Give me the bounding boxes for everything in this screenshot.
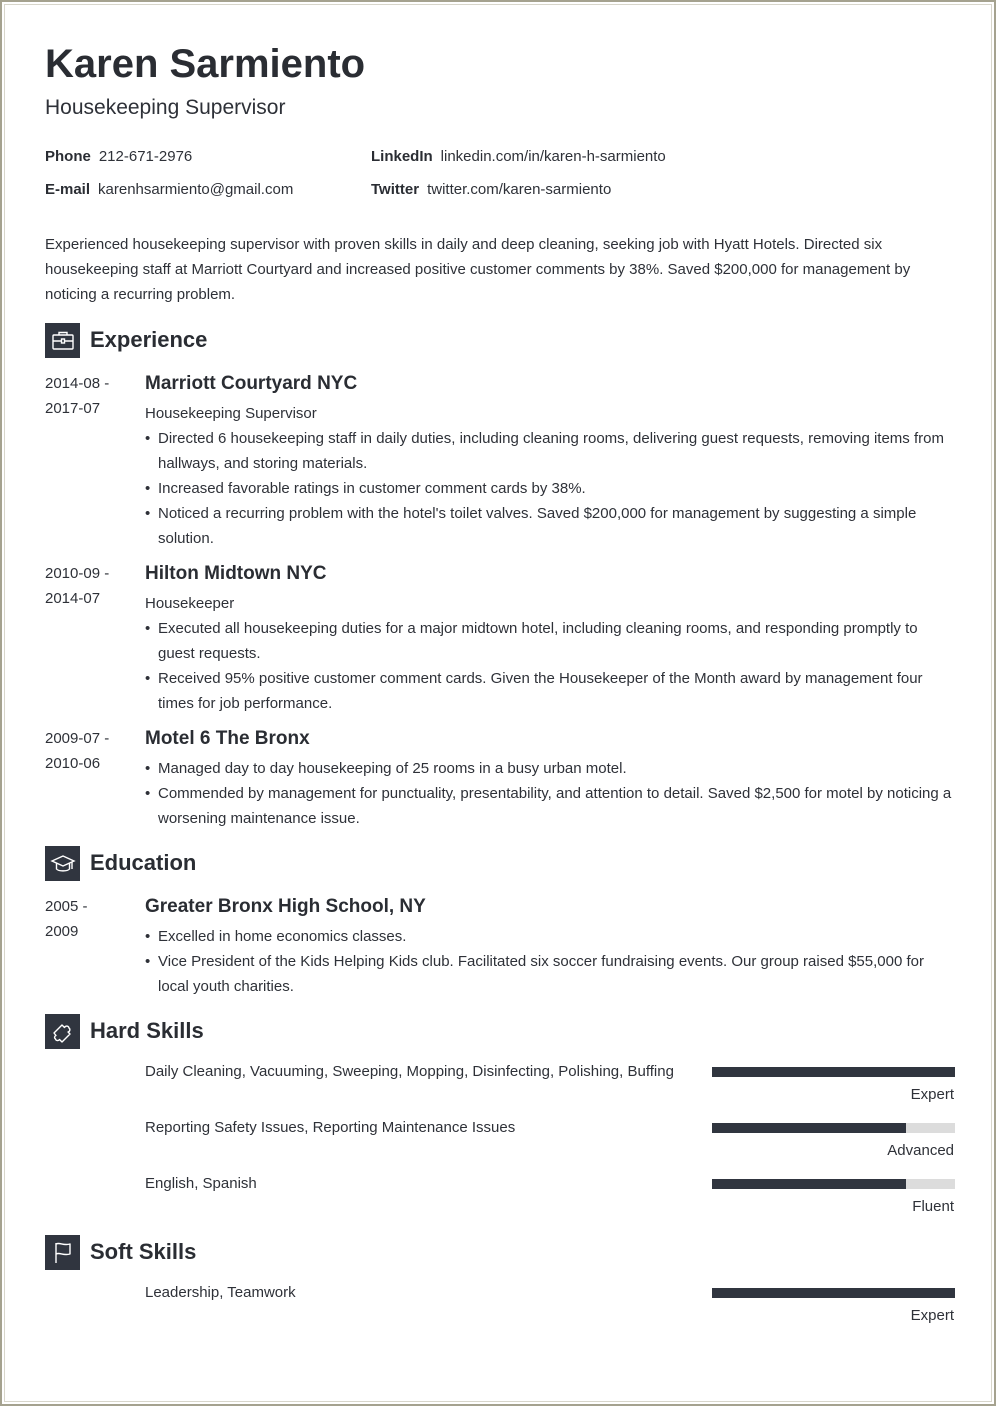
skill-level-bar	[712, 1067, 955, 1077]
bullet-list	[145, 756, 955, 831]
contact-phone	[45, 148, 192, 165]
skill-level-label: Fluent	[912, 1198, 954, 1215]
date-start: 2009-07 -	[45, 730, 110, 747]
date-end: 2010-06	[45, 755, 101, 772]
skill-name: Leadership, Teamwork	[145, 1284, 296, 1301]
bullet-list	[145, 616, 955, 716]
contact-linkedin	[371, 148, 666, 165]
list-item: • Increased favorable ratings in customer comment cards by 38%.	[145, 476, 955, 501]
skill-level-bar	[712, 1179, 955, 1189]
list-item: • Noticed a recurring problem with the hotel's toilet valves. Saved $200,000 for management by suggesting a simple solution.	[145, 501, 955, 551]
list-item: • Excelled in home economics classes.	[145, 924, 955, 949]
contact-email	[45, 181, 293, 198]
list-item: • Received 95% positive customer comment cards. Given the Housekeeper of the Month award by management four times for job performance.	[145, 666, 955, 716]
section-title-soft-skills: Soft Skills	[90, 1239, 197, 1264]
skill-level-label: Expert	[910, 1086, 954, 1103]
section-title-hard-skills: Hard Skills	[90, 1018, 204, 1043]
skill-level-fill	[712, 1179, 906, 1189]
education-entry	[145, 894, 955, 999]
bullet-list	[145, 426, 955, 551]
date-end: 2014-07	[45, 590, 101, 607]
contact-value: 212-671-2976	[98, 148, 193, 165]
contact-label: Twitter	[371, 181, 420, 198]
employer-name: Hilton Midtown NYC	[145, 563, 327, 584]
skill-level-fill	[712, 1123, 906, 1133]
skill-level-label: Advanced	[887, 1142, 954, 1159]
bullet-list	[145, 924, 955, 999]
flag-icon	[45, 1235, 80, 1270]
date-range	[45, 561, 135, 611]
contact-label: Phone	[45, 148, 91, 165]
candidate-title: Housekeeping Supervisor	[45, 96, 286, 119]
date-start: 2005 -	[45, 898, 88, 915]
skill-name: Reporting Safety Issues, Reporting Maintenance Issues	[145, 1119, 516, 1136]
contact-value[interactable]: twitter.com/karen-sarmiento	[427, 181, 612, 198]
experience-entry	[145, 726, 955, 831]
date-end: 2009	[45, 923, 79, 940]
job-role: Housekeeper	[145, 595, 235, 612]
skill-name: Daily Cleaning, Vacuuming, Sweeping, Mopping, Disinfecting, Polishing, Buffing	[145, 1063, 674, 1080]
contact-label: LinkedIn	[371, 148, 433, 165]
date-end: 2017-07	[45, 400, 101, 417]
employer-name: Motel 6 The Bronx	[145, 728, 310, 749]
puzzle-icon	[45, 1014, 80, 1049]
list-item: • Directed 6 housekeeping staff in daily duties, including cleaning rooms, delivering guest requests, removing items from hallways, and storing materials.	[145, 426, 955, 476]
skill-level-fill	[712, 1067, 955, 1077]
contact-value[interactable]: karenhsarmiento@gmail.com	[98, 181, 294, 198]
briefcase-icon	[45, 323, 80, 358]
section-title-experience: Experience	[90, 327, 208, 352]
list-item: • Commended by management for punctuality, presentability, and attention to detail. Saved $2,500 for motel by noticing a worsening maintenance issue.	[145, 781, 955, 831]
candidate-name: Karen Sarmiento	[45, 42, 366, 86]
contact-label: E-mail	[45, 181, 91, 198]
section-title-education: Education	[90, 850, 197, 875]
contact-twitter	[371, 181, 611, 198]
job-role: Housekeeping Supervisor	[145, 405, 317, 422]
date-start: 2010-09 -	[45, 565, 110, 582]
graduation-cap-icon	[45, 846, 80, 881]
experience-entry	[145, 371, 955, 551]
skill-level-label: Expert	[910, 1307, 954, 1324]
date-start: 2014-08 -	[45, 375, 110, 392]
date-range	[45, 726, 135, 776]
list-item: • Executed all housekeeping duties for a major midtown hotel, including cleaning rooms, and responding promptly to guest requests.	[145, 616, 955, 666]
school-name: Greater Bronx High School, NY	[145, 896, 426, 917]
employer-name: Marriott Courtyard NYC	[145, 373, 358, 394]
skill-level-fill	[712, 1288, 955, 1298]
list-item: • Managed day to day housekeeping of 25 rooms in a busy urban motel.	[145, 756, 955, 781]
skill-level-bar	[712, 1288, 955, 1298]
profile-summary: Experienced housekeeping supervisor with proven skills in daily and deep cleaning, seeking job with Hyatt Hotels. Directed six housekeeping staff at Marriott Courtyard and increased positive customer comments by 38%. Saved $200,000 for management by noticing a recurring problem.	[45, 236, 911, 303]
list-item: • Vice President of the Kids Helping Kids club. Facilitated six soccer fundraising events. Our group raised $55,000 for local youth charities.	[145, 949, 955, 999]
contact-value[interactable]: linkedin.com/in/karen-h-sarmiento	[440, 148, 666, 165]
skill-level-bar	[712, 1123, 955, 1133]
date-range	[45, 894, 135, 944]
experience-entry	[145, 561, 955, 716]
date-range	[45, 371, 135, 421]
skill-name: English, Spanish	[145, 1175, 257, 1192]
